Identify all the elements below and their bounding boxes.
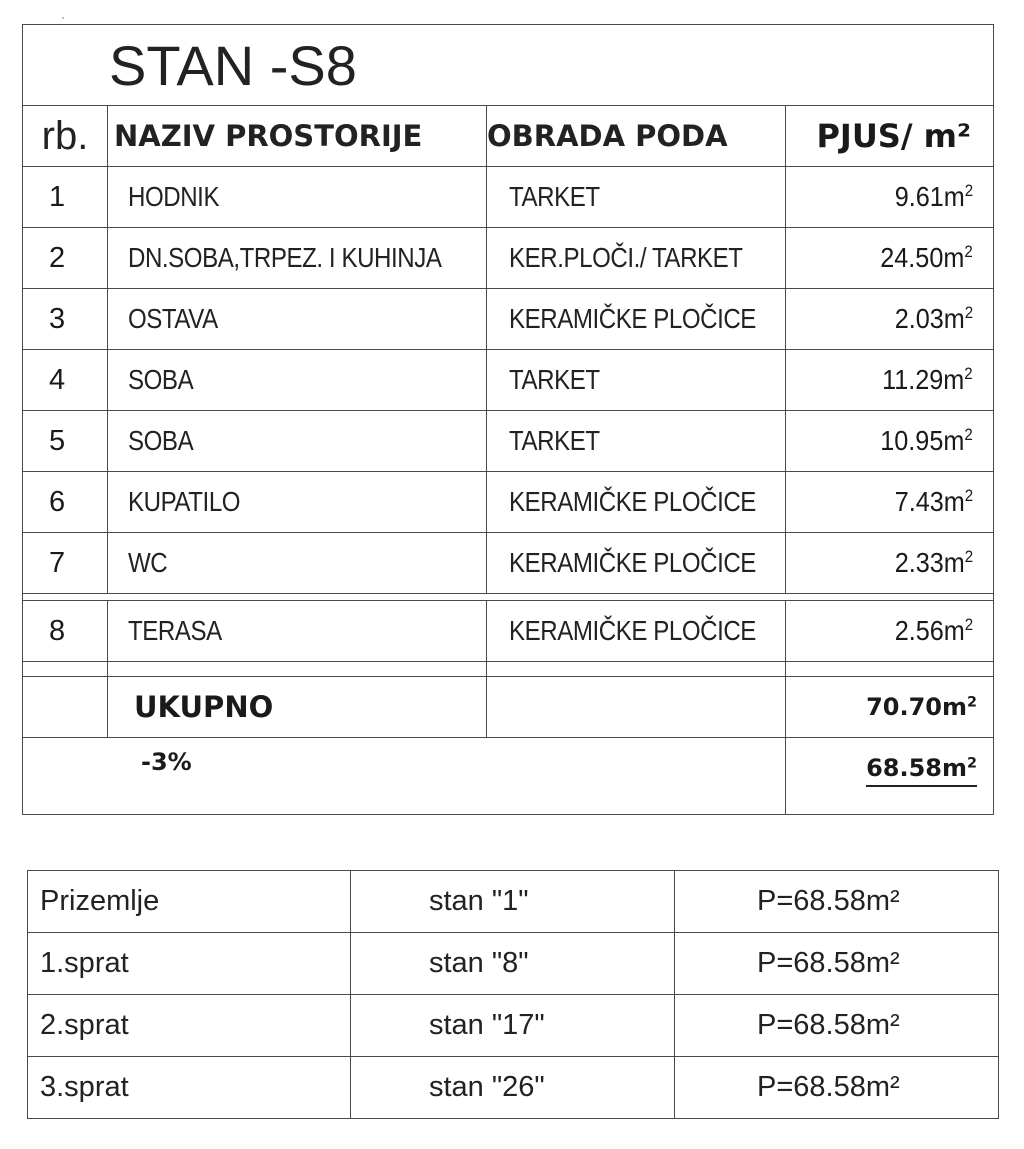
room-area xyxy=(786,411,994,472)
level-row xyxy=(28,871,999,933)
level-area: P=68.58m² xyxy=(675,871,999,933)
room-name-text: SOBA xyxy=(128,425,194,456)
apartment-title: STAN -S8 xyxy=(23,25,994,106)
room-area xyxy=(786,533,994,594)
floor-finish-text: KERAMIČKE PLOČICE xyxy=(509,547,756,578)
room-name-text: KUPATILO xyxy=(128,486,241,517)
floor-finish xyxy=(487,411,786,472)
level-unit: stan "26" xyxy=(351,1057,675,1119)
room-name-text: SOBA xyxy=(128,364,194,395)
table-row xyxy=(23,167,994,228)
header-room-name: NAZIV PROSTORIJE xyxy=(108,106,487,167)
floor-finish xyxy=(487,228,786,289)
room-name-text: DN.SOBA,TRPEZ. I KUHINJA xyxy=(128,242,442,273)
reduction-value-text: $68.58m^2$ xyxy=(866,754,977,787)
room-area-text: $9.61m^2$ xyxy=(894,180,974,212)
level-floor: Prizemlje xyxy=(28,871,351,933)
floor-finish-text: KERAMIČKE PLOČICE xyxy=(509,303,756,334)
floor-finish-text: TARKET xyxy=(509,181,600,212)
room-name-text: OSTAVA xyxy=(128,303,218,334)
total-value: $70.70m^2$ xyxy=(786,677,994,738)
room-area xyxy=(786,350,994,411)
total-label: UKUPNO xyxy=(108,677,487,738)
room-number: 6 xyxy=(23,472,108,533)
room-number: 4 xyxy=(23,350,108,411)
level-area: P=68.58m² xyxy=(675,933,999,995)
levels-table xyxy=(27,870,998,1119)
level-area: P=68.58m² xyxy=(675,995,999,1057)
reduction-label: -3% xyxy=(23,738,786,815)
total-empty xyxy=(23,677,108,738)
room-number: 7 xyxy=(23,533,108,594)
total-empty xyxy=(487,677,786,738)
room-area-text: $2.56m^2$ xyxy=(894,614,974,646)
room-name-text: HODNIK xyxy=(128,181,220,212)
room-area xyxy=(786,167,994,228)
level-floor: 1.sprat xyxy=(28,933,351,995)
room-name xyxy=(108,533,487,594)
room-area-text: $2.33m^2$ xyxy=(894,546,974,578)
table-row xyxy=(23,289,994,350)
room-area-text: $7.43m^2$ xyxy=(894,485,974,517)
table-row xyxy=(23,533,994,594)
room-number: 1 xyxy=(23,167,108,228)
title-row xyxy=(23,25,994,106)
level-row xyxy=(28,1057,999,1119)
room-name-text: TERASA xyxy=(128,615,222,646)
floor-finish-text: KERAMIČKE PLOČICE xyxy=(509,486,756,517)
room-name xyxy=(108,228,487,289)
floor-finish-text: KERAMIČKE PLOČICE xyxy=(509,615,756,646)
level-area: P=68.58m² xyxy=(675,1057,999,1119)
floor-finish xyxy=(487,533,786,594)
room-area-text: $24.50m^2$ xyxy=(880,241,974,273)
room-area xyxy=(786,601,994,662)
floor-finish xyxy=(487,350,786,411)
room-area xyxy=(786,228,994,289)
room-number: 8 xyxy=(23,601,108,662)
floor-finish-text: TARKET xyxy=(509,425,600,456)
room-area xyxy=(786,289,994,350)
scan-speck xyxy=(62,17,64,19)
room-name xyxy=(108,472,487,533)
room-name xyxy=(108,601,487,662)
header-area: PJUS/ m² xyxy=(786,106,994,167)
room-name xyxy=(108,167,487,228)
floor-finish-text: TARKET xyxy=(509,364,600,395)
level-unit: stan "1" xyxy=(351,871,675,933)
header-row xyxy=(23,106,994,167)
room-number: 5 xyxy=(23,411,108,472)
table-row xyxy=(23,472,994,533)
floor-finish-text: KER.PLOČI./ TARKET xyxy=(509,242,743,273)
header-floor-finish: OBRADA PODA xyxy=(487,106,786,167)
room-name-text: WC xyxy=(128,547,168,578)
reduction-row xyxy=(23,738,994,815)
floor-finish xyxy=(487,472,786,533)
floor-finish xyxy=(487,167,786,228)
floor-finish xyxy=(487,601,786,662)
level-row xyxy=(28,933,999,995)
room-name xyxy=(108,411,487,472)
room-area-text: $10.95m^2$ xyxy=(880,424,974,456)
table-row xyxy=(23,228,994,289)
room-number: 2 xyxy=(23,228,108,289)
header-rb: rb. xyxy=(23,106,108,167)
spacer-row xyxy=(23,594,994,601)
room-area-text: $11.29m^2$ xyxy=(882,363,974,395)
spacer-row xyxy=(23,662,994,677)
room-area xyxy=(786,472,994,533)
level-unit: stan "17" xyxy=(351,995,675,1057)
total-row xyxy=(23,677,994,738)
apartment-area-table xyxy=(22,24,993,809)
table-row xyxy=(23,411,994,472)
room-number: 3 xyxy=(23,289,108,350)
level-row xyxy=(28,995,999,1057)
room-name xyxy=(108,289,487,350)
room-name xyxy=(108,350,487,411)
table-row xyxy=(23,601,994,662)
floor-finish xyxy=(487,289,786,350)
level-unit: stan "8" xyxy=(351,933,675,995)
reduction-value xyxy=(786,738,994,815)
table-row xyxy=(23,350,994,411)
level-floor: 3.sprat xyxy=(28,1057,351,1119)
level-floor: 2.sprat xyxy=(28,995,351,1057)
room-area-text: $2.03m^2$ xyxy=(894,302,974,334)
